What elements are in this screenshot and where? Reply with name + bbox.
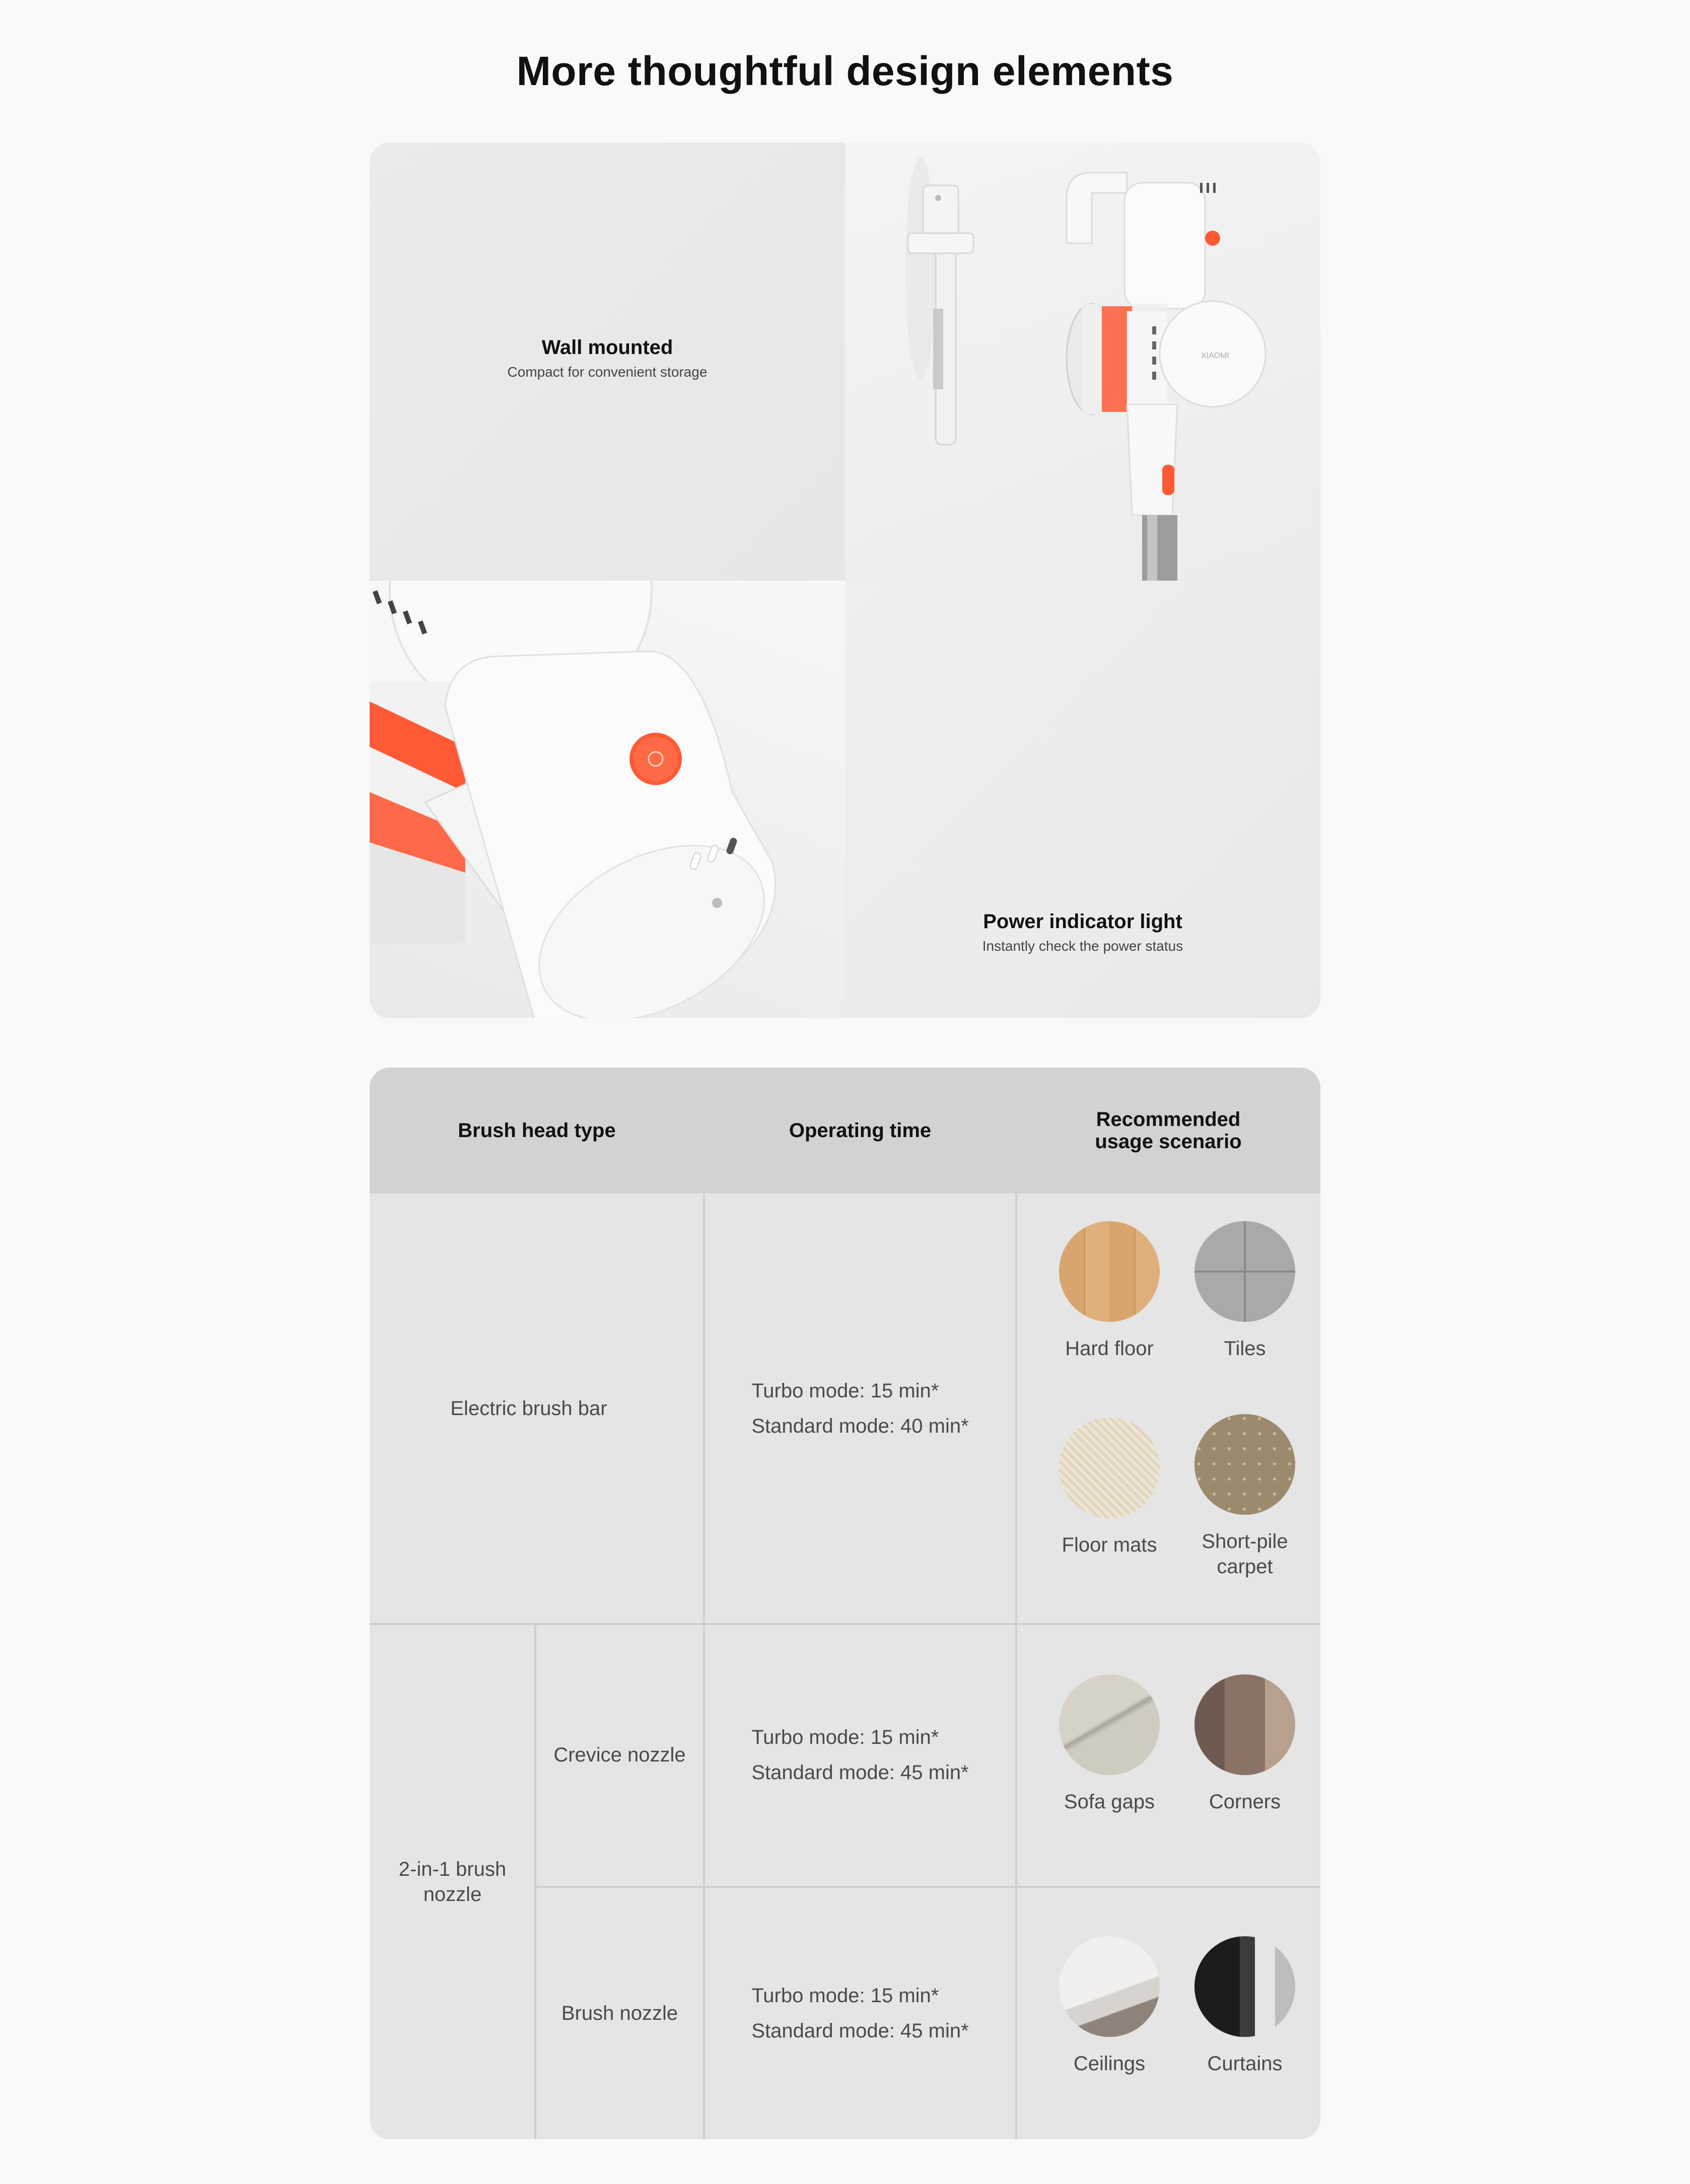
brush-type-cell: Brush nozzle [561,2002,678,2024]
scenario-sofa-gaps: Sofa gaps [1044,1674,1175,1814]
corners-swatch-icon [1194,1674,1295,1775]
table-row [370,1193,688,1623]
sofa-swatch-icon [1059,1674,1160,1775]
page-title: More thoughtful design elements [516,48,1174,94]
group-label-2in1: 2-in-1 brush nozzle [398,1858,507,1906]
curtains-swatch-icon [1194,1936,1295,2037]
feature-subtitle: Instantly check the power status [982,938,1183,954]
operating-time-cell: Turbo mode: 15 min* Standard mode: 45 min* [751,1726,969,1784]
table-row [536,1887,703,2139]
operating-time-cell: Turbo mode: 15 min* Standard mode: 40 min* [751,1379,969,1437]
brush-type-cell: Electric brush bar [450,1397,607,1420]
floor-mats-swatch-icon [1059,1418,1160,1518]
feature-title: Power indicator light [983,910,1182,933]
column-header-operating-time: Operating time [789,1119,932,1142]
feature-grid [370,143,1320,1018]
scenario-ceilings: Ceilings [1044,1936,1175,2076]
scenario-curtains: Curtains [1179,1936,1310,2076]
scenario-hard-floor: Hard floor [1044,1221,1175,1361]
brush-head-table [370,1068,1320,2139]
feature-card-wall-mounted [370,143,845,581]
feature-card-power-indicator [845,581,1320,1018]
ceilings-swatch-icon [1059,1936,1160,2037]
product-logo: XIAOMI [1201,351,1230,360]
scenario-carpet: Short-pile carpet [1179,1414,1310,1579]
feature-title: Wall mounted [541,336,673,359]
indicator-marks [1200,183,1216,193]
scenario-corners: Corners [1179,1674,1310,1814]
wall-mounted-product-image [845,143,1320,581]
column-header-brush-head: Brush head type [458,1119,616,1142]
column-header-usage-scenario: Recommended usage scenario [1095,1108,1242,1153]
table-row [536,1624,703,1886]
scenario-tiles: Tiles [1179,1221,1310,1361]
feature-subtitle: Compact for convenient storage [507,364,708,380]
operating-time-cell: Turbo mode: 15 min* Standard mode: 45 min* [751,1984,969,2042]
power-indicator-product-image [370,581,845,1018]
hard-floor-swatch-icon [1059,1221,1160,1322]
brush-type-cell: Crevice nozzle [553,1744,686,1766]
tiles-swatch-icon [1194,1221,1295,1322]
scenario-floor-mats: Floor mats [1044,1418,1175,1558]
carpet-swatch-icon [1194,1414,1295,1515]
